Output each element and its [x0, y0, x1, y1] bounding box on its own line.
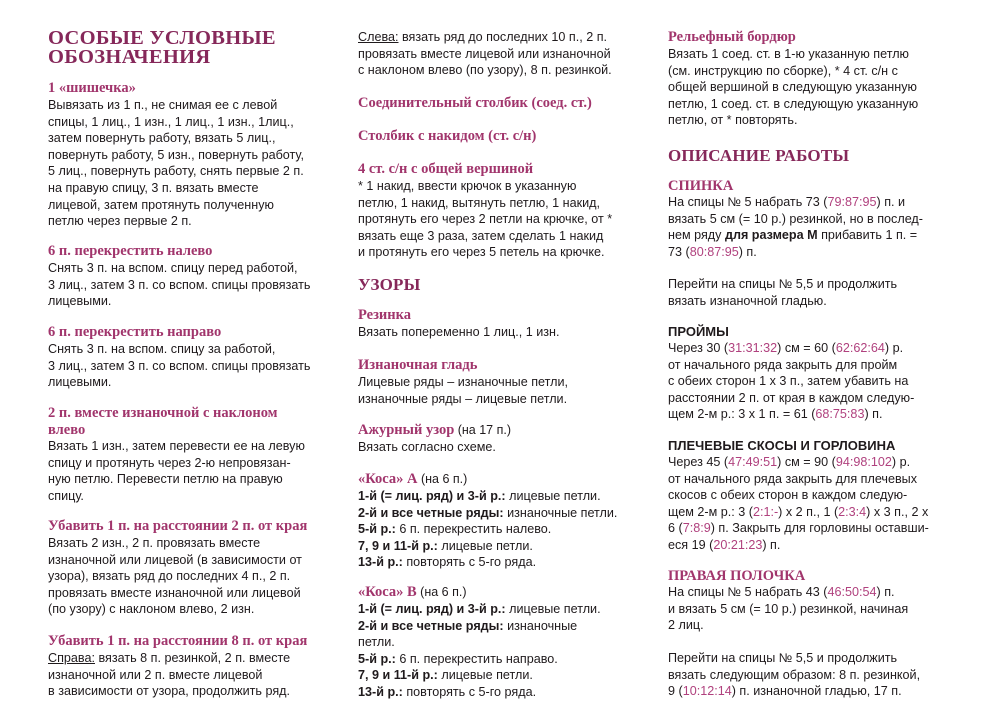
- right-side-label: Справа:: [48, 651, 95, 665]
- row-instruction: [358, 618, 648, 635]
- cable-a-heading: [358, 471, 648, 488]
- text-run: На спицы № 5 набрать 73 (: [668, 195, 828, 209]
- size-values: 47:49:51: [728, 455, 778, 469]
- row-label: 13-й р.:: [358, 555, 403, 570]
- text-run: 73 (: [668, 244, 690, 259]
- text-line: повернуть работу, 5 изн., повернуть работу,: [48, 147, 304, 162]
- text-line: [48, 650, 344, 667]
- cross-right-text: [48, 341, 344, 391]
- text-line: 3 лиц., затем 3 п. со вспом. спицы провязать: [48, 277, 311, 292]
- row-instruction: [358, 538, 648, 555]
- text-run: прибавить 1 п. =: [817, 228, 918, 243]
- lace-heading: [358, 422, 648, 439]
- text-line: и вязать 5 см (= 10 р.) резинкой, начиная: [668, 601, 909, 616]
- row-text: 6 п. перекрестить направо.: [395, 651, 558, 666]
- size-values: 62:62:64: [835, 341, 885, 355]
- text-run: Через 30 (: [668, 341, 729, 355]
- section-title-line2: ОБОЗНАЧЕНИЯ: [48, 46, 211, 68]
- text-line: петлю, от * повторять.: [668, 113, 798, 128]
- row-text: изнаночные петли.: [503, 505, 618, 520]
- text-line: на правую спицу, 3 п. вязать вместе: [48, 180, 259, 195]
- armholes-text: [668, 340, 968, 423]
- row-label: 7, 9 и 11-й р.:: [358, 668, 438, 683]
- text-line: (см. инструкцию по сборке), * 4 ст. с/н с: [668, 63, 898, 78]
- text-line: вязать изнаночной гладью.: [668, 293, 827, 308]
- text-line: лицевыми.: [48, 294, 112, 309]
- size-values: 20:21:23: [713, 537, 763, 552]
- patterns-title: УЗОРЫ: [358, 275, 421, 294]
- p2tog-left-heading-line1: 2 п. вместе изнаночной с наклоном: [48, 405, 278, 421]
- text-line: 3 лиц., затем 3 п. со вспом. спицы провязать: [48, 358, 311, 373]
- text-line: вязать следующим образом: 8 п. резинкой,: [668, 667, 921, 682]
- p2tog-left-heading-line2: влево: [48, 422, 86, 438]
- bobble-heading: 1 «шишечка»: [48, 80, 136, 96]
- text-line: [668, 406, 968, 423]
- text-run: ) п. Закрыть для горловины оставши-: [710, 521, 929, 536]
- text-run: Через 45 (: [668, 455, 729, 469]
- cross-right-heading: 6 п. перекрестить направо: [48, 324, 222, 340]
- row-instruction: [358, 521, 648, 538]
- back-text-2: [668, 276, 968, 309]
- text-line: [668, 454, 968, 471]
- text-line: в зависимости от узора, продолжить ряд.: [48, 684, 291, 699]
- row-instruction: [358, 601, 648, 618]
- back-title: СПИНКА: [668, 178, 734, 194]
- right-front-title: ПРАВАЯ ПОЛОЧКА: [668, 568, 806, 584]
- row-instruction: [358, 488, 648, 505]
- p2tog-left-text: [48, 438, 344, 504]
- heading-text: Ажурный узор: [358, 422, 455, 438]
- text-run: ) р.: [891, 455, 911, 469]
- text-line: лицевой, затем протянуть полученную: [48, 197, 274, 212]
- row-text: лицевые петли.: [437, 668, 533, 683]
- rib-text: Вязать попеременно 1 лиц., 1 изн.: [358, 325, 560, 339]
- text-line: протянуть его через 2 петли на крючке, от *: [358, 212, 613, 227]
- text-run: ) п.: [762, 537, 781, 552]
- heading-note: (на 6 п.): [417, 472, 468, 486]
- row-text: лицевые петли.: [505, 602, 601, 616]
- section-title-line1: ОСОБЫЕ УСЛОВНЫЕ: [48, 27, 276, 49]
- text-line: Вязать 1 соед. ст. в 1-ю указанную петлю: [668, 47, 909, 61]
- size-values: 10:12:14: [682, 684, 732, 699]
- reverse-stockinette-text: [358, 374, 648, 407]
- text-run: вязать ряд до последних 10 п., 2 п.: [398, 30, 608, 44]
- size-values: 2:3:4: [838, 504, 867, 519]
- text-run: ) п. изнаночной гладью, 17 п.: [731, 684, 902, 699]
- lace-text: Вязать согласно схеме.: [358, 440, 496, 454]
- row-instruction: [358, 554, 648, 571]
- decrease-8-heading: Убавить 1 п. на расстоянии 8 п. от края: [48, 633, 308, 649]
- row-instruction: [358, 505, 648, 522]
- row-text: повторять с 5-го ряда.: [402, 555, 537, 570]
- text-line: Лицевые ряды – изнаночные петли,: [358, 375, 569, 389]
- text-line: Вязать 2 изн., 2 п. провязать вместе: [48, 536, 261, 550]
- row-label: 7, 9 и 11-й р.:: [358, 538, 438, 553]
- size-values: 68:75:83: [815, 407, 865, 422]
- text-run: вязать 8 п. резинкой, 2 п. вместе: [94, 651, 291, 665]
- text-line: [668, 520, 968, 537]
- heading-note: (на 6 п.): [416, 585, 467, 599]
- shoulders-neck-title: ПЛЕЧЕВЫЕ СКОСЫ И ГОРЛОВИНА: [668, 438, 896, 453]
- text-run: ) п.: [738, 244, 757, 259]
- text-run: ) см = 60 (: [777, 341, 836, 355]
- left-side-text: [358, 29, 648, 79]
- row-label: 1-й (= лиц. ряд) и 3-й р.:: [358, 489, 506, 503]
- text-line: от начального ряда закрыть для пройм: [668, 357, 898, 372]
- dc4tog-text: [358, 178, 648, 261]
- heading-text: «Коса» А: [358, 471, 418, 487]
- text-run: еся 19 (: [668, 537, 714, 552]
- right-front-text: [668, 584, 968, 634]
- bobble-text: [48, 97, 344, 230]
- cross-left-text: [48, 260, 344, 310]
- text-line: спицы, 1 лиц., 1 изн., 1 лиц., 1 изн., 1лиц.,: [48, 114, 294, 129]
- size-values: 7:8:9: [682, 521, 711, 536]
- text-line: [668, 537, 968, 554]
- text-run: На спицы № 5 набрать 43 (: [668, 585, 828, 599]
- text-line: лицевыми.: [48, 375, 112, 390]
- text-run: ) х 2 п., 1 (: [778, 504, 839, 519]
- cross-left-heading: 6 п. перекрестить налево: [48, 243, 213, 259]
- text-line: и протянуть его через 5 петель на крючке.: [358, 245, 605, 260]
- text-line: узора), вязать ряд до последних 4 п., 2 п.: [48, 569, 291, 584]
- text-line: изнаночной или 2 п. вместе лицевой: [48, 667, 263, 682]
- row-text: изнаночные: [503, 618, 578, 633]
- text-line: провязать вместе изнаночной или лицевой: [48, 585, 301, 600]
- row-label: 2-й и все четные ряды:: [358, 505, 504, 520]
- text-line: спицу и протянуть через 2-ю непровязан-: [48, 455, 291, 470]
- text-line: (по узору) с наклоном влево, 2 изн.: [48, 602, 255, 617]
- text-line: общей вершиной в следующую указанную: [668, 80, 917, 95]
- row-label: 13-й р.:: [358, 684, 403, 699]
- relief-border-heading: Рельефный бордюр: [668, 29, 796, 45]
- text-line: [358, 29, 648, 46]
- text-line: от начального ряда закрыть для плечевых: [668, 471, 918, 486]
- text-line: 2 лиц.: [668, 618, 704, 633]
- text-run: 9 (: [668, 684, 683, 699]
- text-run: ) см = 90 (: [777, 455, 836, 469]
- row-instruction-cont: петли.: [358, 635, 395, 650]
- row-text: 6 п. перекрестить налево.: [395, 522, 552, 537]
- row-label: 5-й р.:: [358, 651, 396, 666]
- rib-heading: Резинка: [358, 307, 412, 323]
- decrease-8-text: [48, 650, 344, 700]
- size-values: 2:1:-: [752, 504, 779, 519]
- cable-a-rows: [358, 488, 648, 571]
- text-line: Снять 3 п. на вспом. спицу перед работой,: [48, 261, 298, 275]
- text-run: ) х 3 п., 2 х: [866, 504, 929, 519]
- text-line: [668, 584, 968, 601]
- row-label: 1-й (= лиц. ряд) и 3-й р.:: [358, 602, 506, 616]
- text-run: ) р.: [884, 341, 904, 355]
- back-text: [668, 194, 968, 260]
- decrease-2-heading: Убавить 1 п. на расстоянии 2 п. от края: [48, 518, 308, 534]
- row-label: 2-й и все четные ряды:: [358, 618, 504, 633]
- text-line: петлю, 1 соед. ст. в следующую указанную: [668, 96, 919, 111]
- row-instruction: [358, 684, 648, 701]
- double-crochet-heading: Столбик с накидом (ст. с/н): [358, 128, 537, 144]
- cable-b-rows: [358, 601, 648, 701]
- text-line: с обеих сторон 1 х 3 п., затем убавить на: [668, 374, 909, 389]
- cable-b-heading: [358, 584, 648, 601]
- slip-stitch-heading: Соединительный столбик (соед. ст.): [358, 95, 592, 111]
- size-values: 80:87:95: [689, 244, 739, 259]
- text-line: вязать 5 см (= 10 р.) резинкой, но в послед-: [668, 211, 923, 226]
- text-line: [668, 340, 968, 357]
- dc4tog-heading: 4 ст. с/н с общей вершиной: [358, 161, 534, 177]
- text-line: Перейти на спицы № 5,5 и продолжить: [668, 651, 898, 665]
- armholes-title: ПРОЙМЫ: [668, 324, 729, 339]
- text-line: вязать еще 3 раза, затем сделать 1 накид: [358, 228, 604, 243]
- text-line: расстоянии 2 п. от края в каждом следую-: [668, 390, 915, 405]
- text-line: [668, 194, 968, 211]
- text-line: изнаночные ряды – лицевые петли.: [358, 391, 568, 406]
- text-line: скосов с обеих сторон в каждом следую-: [668, 488, 908, 503]
- row-label: 5-й р.:: [358, 522, 396, 537]
- right-front-text-2: [668, 650, 968, 700]
- text-line: спицу.: [48, 488, 84, 503]
- row-instruction: [358, 667, 648, 684]
- size-m-emphasis: для размера М: [724, 228, 818, 243]
- heading-note: (на 17 п.): [454, 423, 512, 437]
- text-run: нем ряду: [668, 228, 725, 243]
- text-run: ) п. и: [876, 195, 906, 209]
- text-run: 6 (: [668, 521, 683, 536]
- decrease-2-text: [48, 535, 344, 618]
- left-side-label: Слева:: [358, 30, 399, 44]
- row-instruction: [358, 651, 648, 668]
- size-values: 79:87:95: [827, 195, 877, 209]
- text-line: ную петлю. Перевести петлю на правую: [48, 472, 283, 487]
- text-line: * 1 накид, ввести крючок в указанную: [358, 179, 577, 193]
- size-values: 94:98:102: [835, 455, 892, 469]
- row-text: лицевые петли.: [505, 489, 601, 503]
- text-line: [668, 504, 968, 521]
- text-run: ) п.: [864, 407, 883, 422]
- row-text: повторять с 5-го ряда.: [402, 684, 537, 699]
- text-line: [668, 683, 968, 700]
- text-line: 5 лиц., повернуть работу, снять первые 2 п.: [48, 164, 304, 179]
- text-line: Перейти на спицы № 5,5 и продолжить: [668, 277, 898, 291]
- shoulders-neck-text: [668, 454, 968, 554]
- relief-border-text: [668, 46, 968, 129]
- text-line: с наклоном влево (по узору), 8 п. резинкой.: [358, 63, 612, 78]
- text-run: щем 2-м р.: 3 (: [668, 504, 753, 519]
- text-line: [668, 244, 968, 261]
- text-line: Вывязать из 1 п., не снимая ее с левой: [48, 98, 278, 112]
- text-line: [668, 227, 968, 244]
- size-values: 46:50:54: [827, 585, 877, 599]
- text-run: ) п.: [876, 585, 895, 599]
- heading-text: «Коса» В: [358, 584, 417, 600]
- work-description-title: ОПИСАНИЕ РАБОТЫ: [668, 146, 850, 165]
- text-line: провязать вместе лицевой или изнаночной: [358, 46, 611, 61]
- text-line: петлю, 1 накид, вытянуть петлю, 1 накид,: [358, 195, 600, 210]
- size-values: 31:31:32: [728, 341, 778, 355]
- text-line: изнаночной или лицевой (в зависимости от: [48, 552, 302, 567]
- reverse-stockinette-heading: Изнаночная гладь: [358, 357, 478, 373]
- text-line: петлю через первые 2 п.: [48, 214, 192, 229]
- text-run: щем 2-м р.: 3 х 1 п. = 61 (: [668, 407, 816, 422]
- row-text: лицевые петли.: [437, 538, 533, 553]
- text-line: Вязать 1 изн., затем перевести ее на левую: [48, 439, 305, 453]
- text-line: затем повернуть работу, вязать 5 лиц.,: [48, 131, 276, 146]
- text-line: Снять 3 п. на вспом. спицу за работой,: [48, 342, 276, 356]
